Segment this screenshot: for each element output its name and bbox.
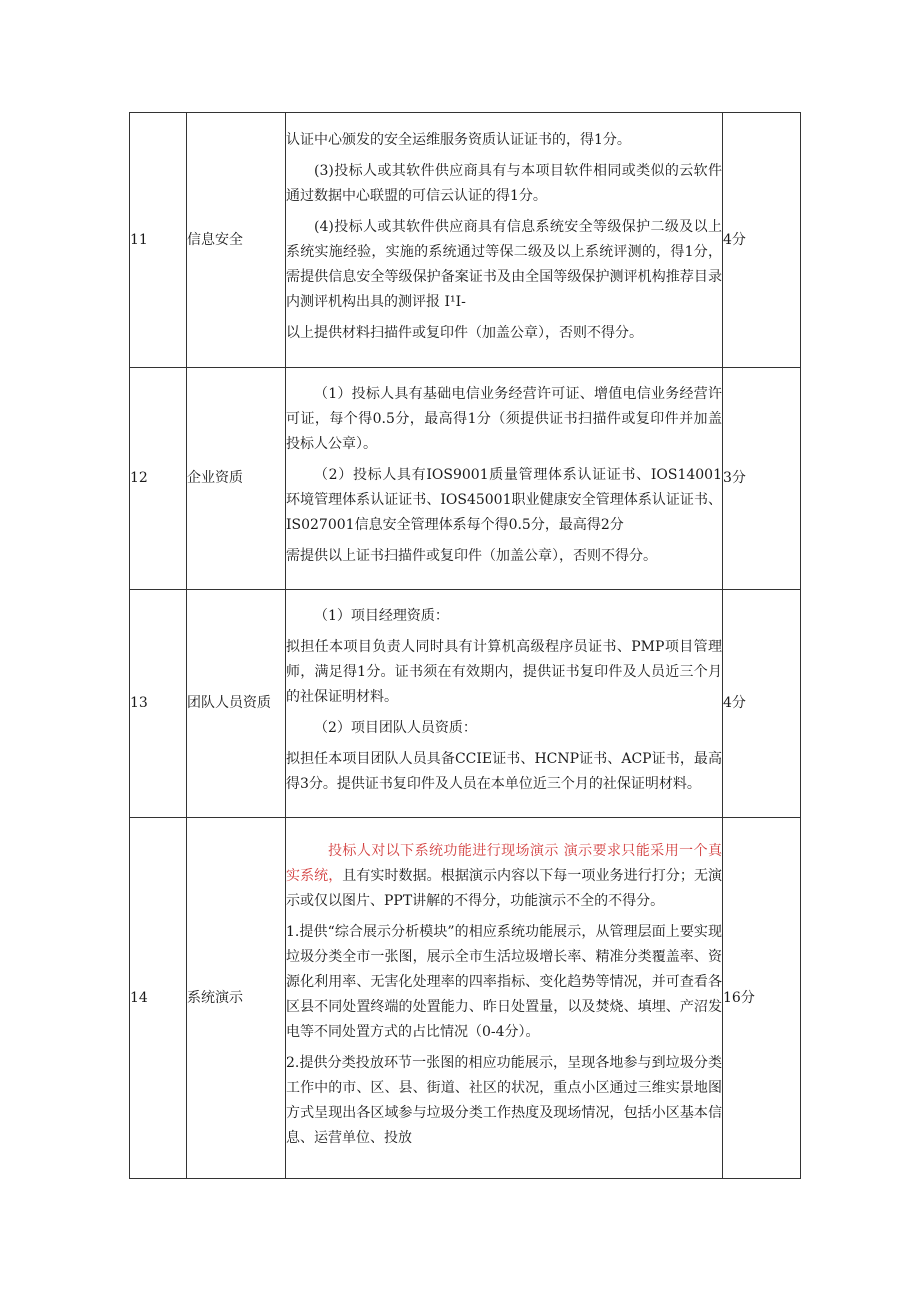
table-row bbox=[130, 590, 801, 818]
desc-paragraph: 1.提供“综合展示分析模块”的相应系统功能展示，从管理层面上要实现垃圾分类全市一张图，展示全市生活垃圾增长率、精准分类覆盖率、资源化利用率、无害化处理率的四率指标、变化趋势等情况，并可查看各区县不同处置终端的处置能力、昨日处置量，以及焚烧、填埋、产沼发电等不同处置方式的占比情况（0-4分）。 bbox=[286, 924, 722, 1040]
desc-paragraph: （2）项目团队人员资质： bbox=[314, 720, 477, 736]
table-row bbox=[130, 113, 801, 368]
row-score: 3分 bbox=[723, 368, 801, 590]
row-item: 系统演示 bbox=[187, 818, 286, 1179]
intro-text: 且有实时数据。根据演示内容以下每一项业务进行打分；无演示或仅以图片、PPT讲解的不得分，功能演示不全的不得分。 bbox=[286, 868, 723, 909]
desc-paragraph: 认证中心颁发的安全运维服务资质认证证书的，得1分。 bbox=[286, 132, 631, 148]
desc-paragraph: （1）项目经理资质： bbox=[314, 608, 449, 624]
desc-paragraph: （1）投标人具有基础电信业务经营许可证、增值电信业务经营许可证，每个得0.5分，最高得1分（须提供证书扫描件或复印件并加盖投标人公章）。 bbox=[286, 386, 722, 452]
row-description bbox=[286, 113, 723, 368]
red-highlight-text: 投标人对以下系统功能进行现场演示 演示要求只能采用一个真实系统， bbox=[286, 843, 722, 884]
row-score: 4分 bbox=[723, 113, 801, 368]
row-description bbox=[286, 590, 723, 818]
desc-paragraph: 需提供以上证书扫描件或复印件（加盖公章），否则不得分。 bbox=[286, 548, 657, 564]
desc-paragraph: 拟担任本项目团队人员具备CCIE证书、HCNP证书、ACP证书，最高得3分。提供证书复印件及人员在本单位近三个月的社保证明材料。 bbox=[286, 751, 722, 792]
row-item: 团队人员资质 bbox=[187, 590, 286, 818]
table-row bbox=[130, 368, 801, 590]
desc-paragraph: （2）投标人具有IOS9001质量管理体系认证证书、IOS14001环境管理体系认证证书、IOS45001职业健康安全管理体系认证证书、IS027001信息安全管理体系每个得0.5分，最高得2分 bbox=[286, 467, 722, 533]
desc-paragraph: 拟担任本项目负责人同时具有计算机高级程序员证书、PMP项目管理师，满足得1分。证书须在有效期内，提供证书复印件及人员近三个月的社保证明材料。 bbox=[286, 639, 722, 705]
row-number: 11 bbox=[130, 113, 187, 368]
row-item: 企业资质 bbox=[187, 368, 286, 590]
desc-intro bbox=[286, 839, 722, 914]
row-score: 16分 bbox=[723, 818, 801, 1179]
desc-paragraph: 以上提供材料扫描件或复印件（加盖公章），否则不得分。 bbox=[286, 325, 643, 341]
scoring-table bbox=[129, 112, 801, 1179]
row-number: 14 bbox=[130, 818, 187, 1179]
row-score: 4分 bbox=[723, 590, 801, 818]
row-description bbox=[286, 818, 723, 1179]
row-number: 13 bbox=[130, 590, 187, 818]
row-item: 信息安全 bbox=[187, 113, 286, 368]
table-row bbox=[130, 818, 801, 1179]
desc-paragraph: (3)投标人或其软件供应商具有与本项目软件相同或类似的云软件通过数据中心联盟的可信云认证的得1分。 bbox=[286, 163, 722, 204]
row-description bbox=[286, 368, 723, 590]
row-number: 12 bbox=[130, 368, 187, 590]
desc-paragraph: 2.提供分类投放环节一张图的相应功能展示，呈现各地参与到垃圾分类工作中的市、区、县、街道、社区的状况，重点小区通过三维实景地图方式呈现出各区域参与垃圾分类工作热度及现场情况，包括小区基本信息、运营单位、投放 bbox=[286, 1055, 722, 1146]
desc-paragraph: (4)投标人或其软件供应商具有信息系统安全等级保护二级及以上系统实施经验，实施的系统通过等保二级及以上系统评测的，得1分，需提供信息安全等级保护备案证书及由全国等级保护测评机构推荐目录内测评机构出具的测评报 I¹I- bbox=[286, 219, 722, 310]
